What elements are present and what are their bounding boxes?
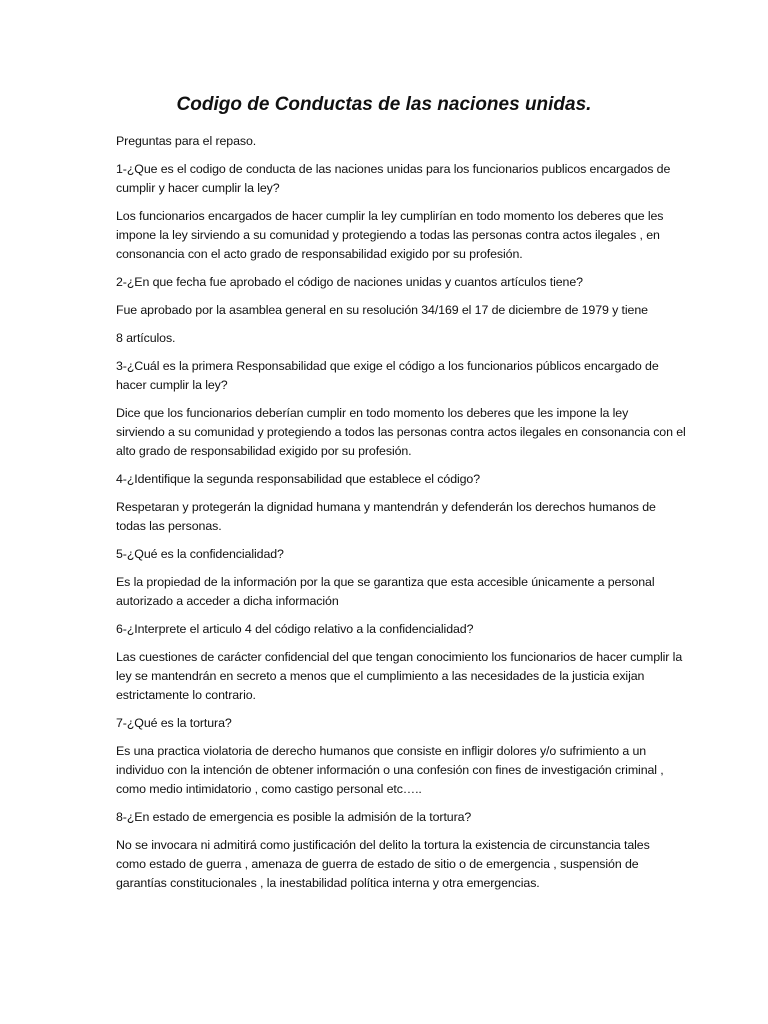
answer-paragraph [116,404,684,461]
question-paragraph [116,620,684,639]
paragraph-line: Es una practica violatoria de derecho humanos que consiste en infligir dolores y/o sufrimiento a un [116,744,647,758]
paragraph-line: 8 artículos. [116,331,176,345]
answer-paragraph [116,207,684,264]
answer-paragraph [116,648,684,705]
paragraph-line: hacer cumplir la ley? [116,378,228,392]
paragraph-line: Dice que los funcionarios deberían cumplir en todo momento los deberes que les impone la ley [116,406,629,420]
document-body [116,132,684,902]
answer-paragraph [116,329,684,348]
paragraph-line: Es la propiedad de la información por la que se garantiza que esta accesible únicamente a personal [116,575,655,589]
paragraph-line: Fue aprobado por la asamblea general en su resolución 34/169 el 17 de diciembre de 1979 y tiene [116,303,648,317]
paragraph-line: Las cuestiones de carácter confidencial del que tengan conocimiento los funcionarios de hacer cumplir la [116,650,683,664]
paragraph-line: cumplir y hacer cumplir la ley? [116,181,280,195]
paragraph-line: autorizado a acceder a dicha información [116,594,339,608]
paragraph [116,132,684,151]
paragraph-line: todas las personas. [116,519,222,533]
question-paragraph [116,808,684,827]
paragraph-line: 7-¿Qué es la tortura? [116,716,232,730]
question-paragraph [116,714,684,733]
answer-paragraph [116,836,684,893]
paragraph-line: como estado de guerra , amenaza de guerra de estado de sitio o de emergencia , suspensión de [116,857,639,871]
answer-paragraph [116,573,684,611]
document-title: Codigo de Conductas de las naciones unidas. [176,94,592,115]
paragraph-line: sirviendo a su comunidad y protegiendo a todos las personas contra actos ilegales en consonancia con el [116,425,686,439]
paragraph-line: No se invocara ni admitirá como justificación del delito la tortura la existencia de circunstancia tales [116,838,650,852]
paragraph-line: 2-¿En que fecha fue aprobado el código de naciones unidas y cuantos artículos tiene? [116,275,583,289]
paragraph-line: ley se mantendrán en secreto a menos que el cumplimiento a las necesidades de la justicia exijan [116,669,645,683]
question-paragraph [116,273,684,292]
question-paragraph [116,545,684,564]
paragraph-line: 1-¿Que es el codigo de conducta de las naciones unidas para los funcionarios publicos encargados de [116,162,671,176]
paragraph-line: 3-¿Cuál es la primera Responsabilidad que exige el código a los funcionarios públicos encargado de [116,359,659,373]
question-paragraph [116,160,684,198]
paragraph-line: estrictamente lo contrario. [116,688,256,702]
paragraph-line: Respetaran y protegerán la dignidad humana y mantendrán y defenderán los derechos humanos de [116,500,656,514]
paragraph-line: Preguntas para el repaso. [116,134,257,148]
paragraph-line: Los funcionarios encargados de hacer cumplir la ley cumplirían en todo momento los deberes que les [116,209,664,223]
paragraph-line: impone la ley sirviendo a su comunidad y protegiendo a todas las personas contra actos ilegales , en [116,228,660,242]
paragraph-line: 8-¿En estado de emergencia es posible la admisión de la tortura? [116,810,472,824]
question-paragraph [116,357,684,395]
paragraph-line: individuo con la intención de obtener información o una confesión con fines de investigación criminal , [116,763,664,777]
answer-paragraph [116,301,684,320]
paragraph-line: 6-¿Interprete el articulo 4 del código relativo a la confidencialidad? [116,622,474,636]
answer-paragraph [116,498,684,536]
paragraph-line: como medio intimidatorio , como castigo personal etc….. [116,782,422,796]
answer-paragraph [116,742,684,799]
paragraph-line: consonancia con el acto grado de responsabilidad exigido por su profesión. [116,247,523,261]
paragraph-line: garantías constitucionales , la inestabilidad política interna y otra emergencias. [116,876,540,890]
paragraph-line: alto grado de responsabilidad exigido por su profesión. [116,444,412,458]
question-paragraph [116,470,684,489]
paragraph-line: 4-¿Identifique la segunda responsabilidad que establece el código? [116,472,481,486]
paragraph-line: 5-¿Qué es la confidencialidad? [116,547,284,561]
